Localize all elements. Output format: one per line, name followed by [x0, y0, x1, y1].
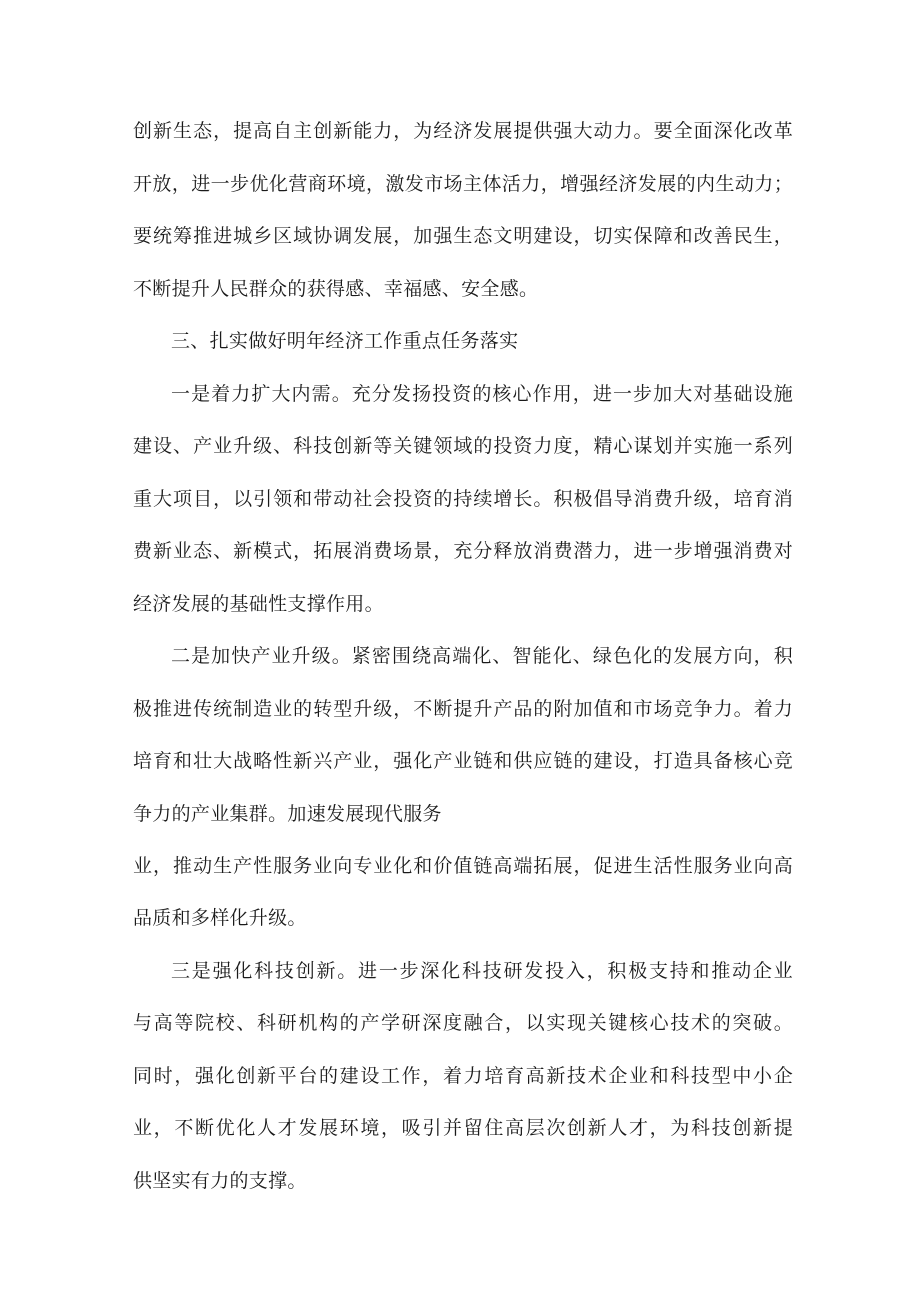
paragraph-line: 一是着力扩大内需。充分发扬投资的核心作用，进一步加大对基础设施	[171, 383, 793, 405]
paragraph-line: 品质和多样化升级。	[133, 907, 307, 929]
paragraph-line: 费新业态、新模式，拓展消费场景，充分释放消费潜力，进一步增强消费对	[133, 540, 793, 562]
paragraph-line: 三是强化科技创新。进一步深化科技研发投入，积极支持和推动企业	[171, 960, 793, 982]
paragraph-line: 培育和壮大战略性新兴产业，强化产业链和供应链的建设，打造具备核心竞	[133, 750, 793, 772]
paragraph-line: 极推进传统制造业的转型升级，不断提升产品的附加值和市场竞争力。着力	[133, 698, 793, 720]
paragraph-line: 创新生态，提高自主创新能力，为经济发展提供强大动力。要全面深化改革	[133, 120, 793, 142]
paragraph-line: 业，推动生产性服务业向专业化和价值链高端拓展，促进生活性服务业向高	[133, 855, 793, 877]
paragraph-line: 供坚实有力的支撑。	[133, 1170, 307, 1192]
paragraph-line: 要统筹推进城乡区域协调发展，加强生态文明建设，切实保障和改善民生，	[133, 225, 793, 247]
paragraph-line: 同时，强化创新平台的建设工作，着力培育高新技术企业和科技型中小企	[133, 1065, 793, 1087]
paragraph-line: 重大项目，以引领和带动社会投资的持续增长。积极倡导消费升级，培育消	[133, 488, 793, 510]
paragraph-line: 建设、产业升级、科技创新等关键领域的投资力度，精心谋划并实施一系列	[133, 435, 793, 457]
paragraph-line: 二是加快产业升级。紧密围绕高端化、智能化、绿色化的发展方向，积	[171, 645, 793, 667]
paragraph-line: 与高等院校、科研机构的产学研深度融合，以实现关键核心技术的突破。	[133, 1012, 793, 1034]
paragraph-line: 经济发展的基础性支撑作用。	[133, 593, 384, 615]
section-heading: 三、扎实做好明年经济工作重点任务落实	[171, 330, 519, 352]
paragraph-line: 争力的产业集群。加速发展现代服务	[133, 803, 442, 825]
paragraph-line: 业，不断优化人才发展环境，吸引并留住高层次创新人才，为科技创新提	[133, 1117, 793, 1139]
paragraph-line: 开放，进一步优化营商环境，激发市场主体活力，增强经济发展的内生动力；	[133, 173, 793, 195]
paragraph-line: 不断提升人民群众的获得感、幸福感、安全感。	[133, 278, 539, 300]
